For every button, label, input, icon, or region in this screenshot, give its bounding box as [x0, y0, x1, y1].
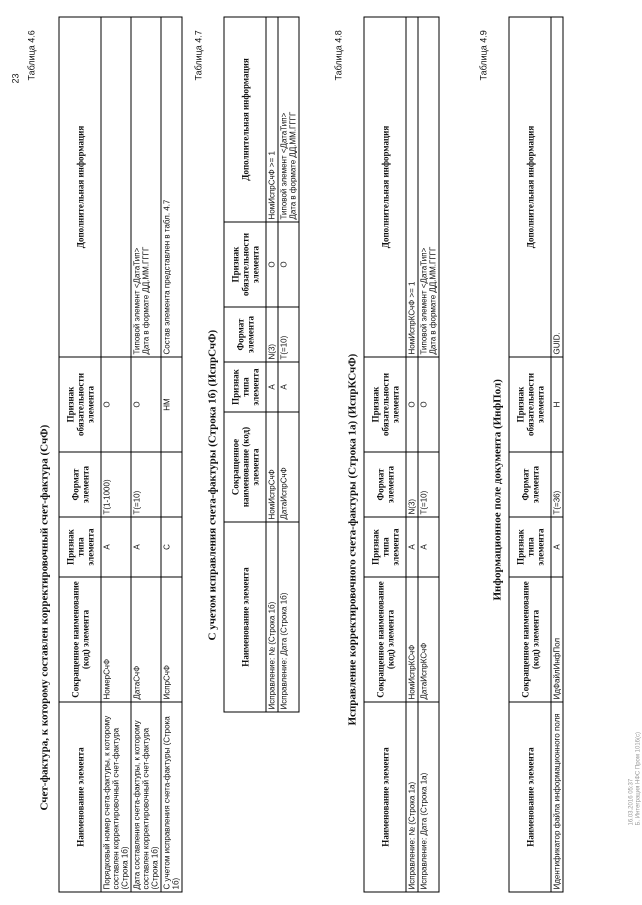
table-row: [101, 17, 131, 892]
table-cell: ДатаИспрСчФ: [278, 412, 299, 522]
column-header: Формат элемента: [509, 452, 551, 517]
column-header: Формат элемента: [364, 452, 406, 517]
table-cell: А: [418, 517, 439, 577]
column-header: Наименование элемента: [364, 702, 406, 892]
table-cell: НомерСчФ: [101, 577, 131, 702]
table-row: [406, 17, 418, 892]
table-title-4-7: С учетом исправления счета-фактуры (Строка 1б) (ИспрСчФ): [206, 329, 218, 640]
table-cell: ДатаСчФ: [131, 577, 161, 702]
table-cell: Дата составления счета-фактуры, к которому составлен корректировочный счет-фактура (Строка 1б): [131, 702, 161, 892]
header-row: [224, 17, 266, 712]
table-cell: Исправление: № (Строка 1а): [406, 702, 418, 892]
column-header: Признак типа элемента: [364, 517, 406, 577]
table-row: [131, 17, 161, 892]
table-cell: А: [278, 362, 299, 412]
table-cell: [161, 452, 182, 517]
table-cell: НМ: [161, 357, 182, 452]
column-header: Признак обязательности элемента: [224, 222, 266, 307]
column-header: Признак типа элемента: [224, 362, 266, 412]
table-title-4-8: Исправление корректировочного счета-фактуры (Строка 1а) (ИспрКСчФ): [346, 353, 358, 725]
table-label-4-8: Таблица 4.8: [333, 29, 343, 80]
column-header: Дополнительная информация: [364, 17, 406, 357]
table-label-4-9: Таблица 4.9: [478, 29, 488, 80]
table-cell: ИспрСчФ: [161, 577, 182, 702]
table-cell: А: [101, 517, 131, 577]
column-header: Формат элемента: [59, 452, 101, 517]
table-label-4-7: Таблица 4.7: [193, 29, 203, 80]
table-cell: Порядковый номер счета-фактуры, к которому составлен корректировочный счет-фактура (Строка 1б): [101, 702, 131, 892]
table-cell: Н: [551, 357, 563, 452]
table-cell: А: [406, 517, 418, 577]
table-title-4-6: Счет-фактура, к которому составлен корректировочный счет-фактура (СчФ): [38, 424, 50, 810]
page-number: 23: [10, 72, 20, 83]
table-cell: [101, 17, 131, 357]
column-header: Признак обязательности элемента: [59, 357, 101, 452]
table-cell: Идентификатор файла информационного поля: [551, 702, 563, 892]
header-row: [59, 17, 101, 892]
column-header: Формат элемента: [224, 307, 266, 362]
table-cell: T(=10): [278, 307, 299, 362]
table-cell: Типовой элемент <ДатаТип> Дата в формате ДД.ММ.ГГГГ: [278, 17, 299, 222]
table-row: [266, 17, 278, 712]
column-header: Наименование элемента: [224, 522, 266, 712]
column-header: Признак обязательности элемента: [509, 357, 551, 452]
table-row: [161, 17, 182, 892]
table-title-4-9: Информационное поле документа (ИнфПол): [491, 378, 503, 600]
table-cell: T(=36): [551, 452, 563, 517]
table-cell: О: [406, 357, 418, 452]
table-cell: О: [101, 357, 131, 452]
table-cell: N(3): [406, 452, 418, 517]
table-row: [278, 17, 299, 712]
table-4-6: [58, 16, 182, 892]
table-cell: Исправление: Дата (Строка 1б): [278, 522, 299, 712]
column-header: Признак обязательности элемента: [364, 357, 406, 452]
table-row: [418, 17, 439, 892]
table-cell: НомИспрСчФ >= 1: [266, 17, 278, 222]
column-header: Сокращенное наименование (код) элемента: [224, 412, 266, 522]
table-cell: Исправление: Дата (Строка 1а): [418, 702, 439, 892]
table-cell: GUID.: [551, 17, 563, 357]
column-header: Дополнительная информация: [509, 17, 551, 357]
column-header: Признак типа элемента: [509, 517, 551, 577]
table-label-4-6: Таблица 4.6: [26, 29, 36, 80]
table-cell: ДатаИспрКСчФ: [418, 577, 439, 702]
table-cell: НомИспрСчФ: [266, 412, 278, 522]
table-cell: Состав элемента представлен в табл. 4.7: [161, 17, 182, 357]
column-header: Признак типа элемента: [59, 517, 101, 577]
column-header: Дополнительная информация: [59, 17, 101, 357]
column-header: Сокращенное наименование (код) элемента: [509, 577, 551, 702]
date-stamp: 16.03.2016 05:37 Б. Интеграция НФС Пром 1016(c): [628, 731, 641, 825]
column-header: Сокращенное наименование (код) элемента: [59, 577, 101, 702]
table-cell: Исправление: № (Строка 1б): [266, 522, 278, 712]
table-cell: Типовой элемент <ДатаТип> Дата в формате ДД.ММ.ГГГГ: [131, 17, 161, 357]
table-cell: О: [266, 222, 278, 307]
header-row: [509, 17, 551, 892]
header-row: [364, 17, 406, 892]
table-cell: НомИспрКСчФ: [406, 577, 418, 702]
table-cell: А: [551, 517, 563, 577]
table-cell: О: [131, 357, 161, 452]
table-cell: Типовой элемент <ДатаТип> Дата в формате ДД.ММ.ГГГГ: [418, 17, 439, 357]
table-cell: А: [131, 517, 161, 577]
table-cell: ИдФайлИнфПол: [551, 577, 563, 702]
table-cell: N(3): [266, 307, 278, 362]
table-cell: T(=10): [418, 452, 439, 517]
table-4-8: [363, 16, 439, 892]
table-cell: О: [278, 222, 299, 307]
column-header: Дополнительная информация: [224, 17, 266, 222]
table-cell: T(1-1000): [101, 452, 131, 517]
table-cell: О: [418, 357, 439, 452]
column-header: Сокращенное наименование (код) элемента: [364, 577, 406, 702]
table-cell: С: [161, 517, 182, 577]
table-cell: T(=10): [131, 452, 161, 517]
table-cell: НомИспрКСчФ >= 1: [406, 17, 418, 357]
table-4-7: [223, 16, 299, 712]
table-row: [551, 17, 563, 892]
column-header: Наименование элемента: [509, 702, 551, 892]
column-header: Наименование элемента: [59, 702, 101, 892]
table-cell: А: [266, 362, 278, 412]
table-cell: С учетом исправления счета-фактуры (Строка 1б): [161, 702, 182, 892]
table-4-9: [508, 16, 563, 892]
